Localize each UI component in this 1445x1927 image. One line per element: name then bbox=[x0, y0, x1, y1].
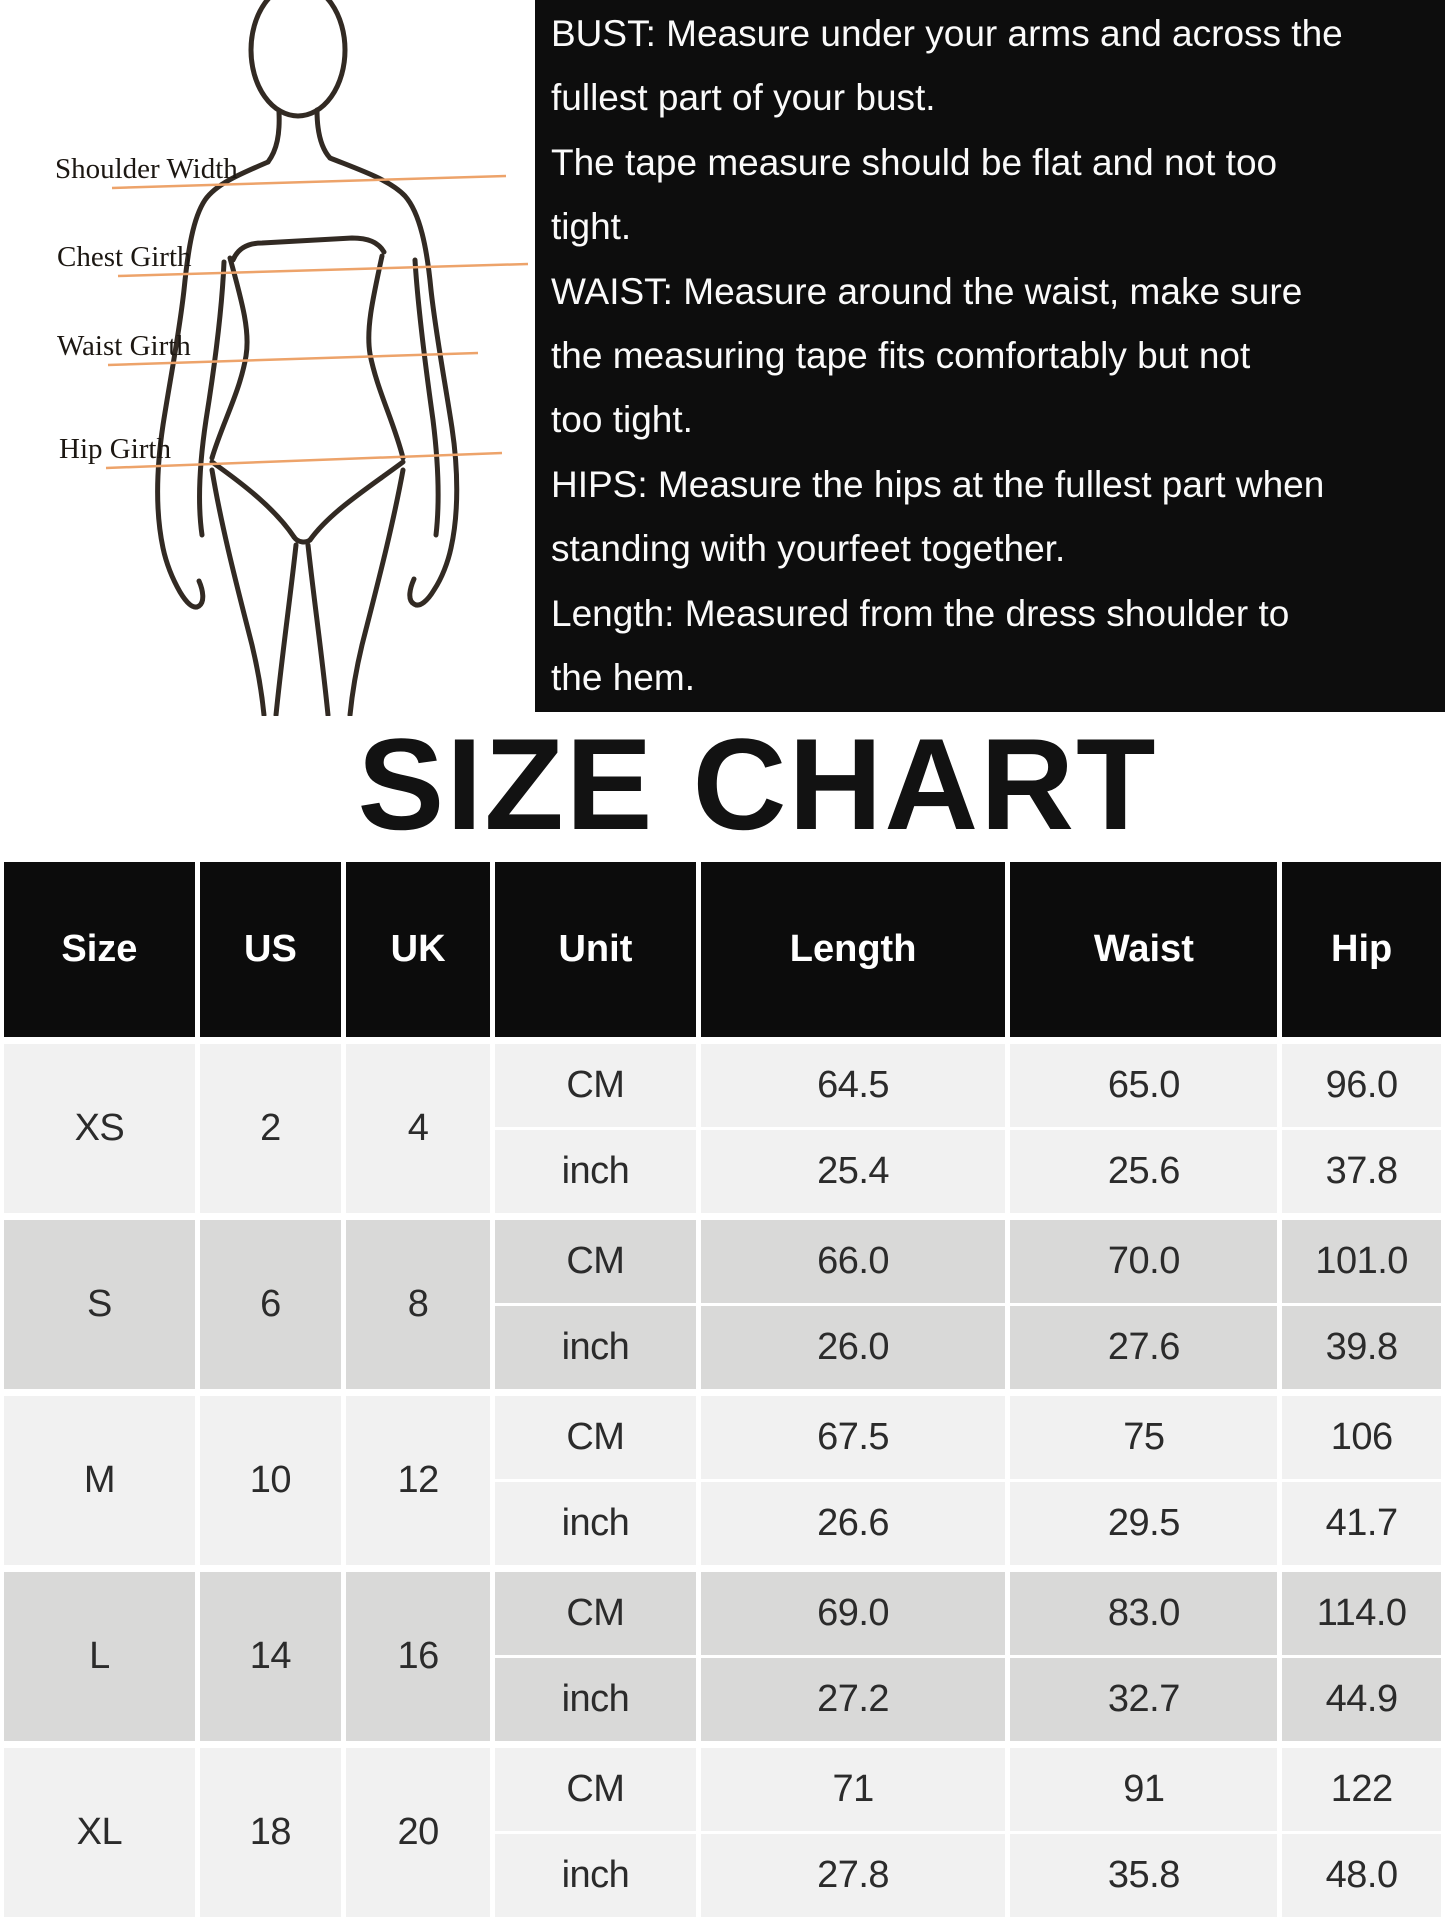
shoulder-width-label: Shoulder Width bbox=[55, 153, 238, 185]
unit-cell: CM bbox=[495, 1220, 696, 1303]
instruction-line: BUST: Measure under your arms and across the bbox=[551, 13, 1343, 54]
size-cell: S bbox=[4, 1220, 195, 1389]
table-row-xl bbox=[4, 1748, 1441, 1917]
instruction-line: standing with yourfeet together. bbox=[551, 528, 1066, 570]
length-cm-value: 69.0 bbox=[701, 1572, 1006, 1655]
unit-cell: CM bbox=[495, 1044, 696, 1127]
length-inch-value: 25.4 bbox=[701, 1130, 1006, 1213]
unit-cell: inch bbox=[495, 1834, 696, 1917]
hip-cm-value: 122 bbox=[1282, 1748, 1441, 1831]
us-cell: 14 bbox=[200, 1572, 341, 1741]
measurement-lines bbox=[106, 176, 528, 468]
instruction-line: The tape measure should be flat and not too bbox=[551, 141, 1278, 183]
size-cell: L bbox=[4, 1572, 195, 1741]
size-chart-table bbox=[0, 862, 1445, 1917]
hip-inch-value: 41.7 bbox=[1282, 1482, 1441, 1565]
length-cm-value: 64.5 bbox=[701, 1044, 1006, 1127]
instruction-line: the hem. bbox=[551, 657, 695, 699]
instruction-line: WAIST: Measure around the waist, make sure bbox=[551, 270, 1303, 312]
waist-cm-value: 91 bbox=[1010, 1748, 1277, 1831]
header-hip: Hip bbox=[1282, 862, 1441, 1037]
header-size: Size bbox=[4, 862, 195, 1037]
hip-inch-value: 39.8 bbox=[1282, 1306, 1441, 1389]
length-cm-value: 71 bbox=[701, 1748, 1006, 1831]
unit-cell: CM bbox=[495, 1572, 696, 1655]
uk-cell: 8 bbox=[346, 1220, 490, 1389]
body-measurement-figure bbox=[0, 0, 535, 716]
instruction-line: tight. bbox=[551, 206, 632, 248]
waist-cm-value: 75 bbox=[1010, 1396, 1277, 1479]
hip-cm-value: 114.0 bbox=[1282, 1572, 1441, 1655]
title-row bbox=[0, 706, 1445, 862]
unit-cell: CM bbox=[495, 1748, 696, 1831]
length-inch-value: 27.8 bbox=[701, 1834, 1006, 1917]
unit-cell: inch bbox=[495, 1658, 696, 1741]
body-measurement-diagram bbox=[0, 0, 535, 716]
measuring-instructions-panel bbox=[535, 0, 1445, 712]
hip-inch-value: 44.9 bbox=[1282, 1658, 1441, 1741]
waist-inch-value: 25.6 bbox=[1010, 1130, 1277, 1213]
instruction-line: too tight. bbox=[551, 399, 693, 441]
unit-cell: inch bbox=[495, 1306, 696, 1389]
hip-inch-value: 48.0 bbox=[1282, 1834, 1441, 1917]
hip-cm-value: 101.0 bbox=[1282, 1220, 1441, 1303]
hip-inch-value: 37.8 bbox=[1282, 1130, 1441, 1213]
uk-cell: 4 bbox=[346, 1044, 490, 1213]
waist-inch-value: 27.6 bbox=[1010, 1306, 1277, 1389]
hip-cm-value: 96.0 bbox=[1282, 1044, 1441, 1127]
uk-cell: 12 bbox=[346, 1396, 490, 1565]
size-cell: XL bbox=[4, 1748, 195, 1917]
waist-inch-value: 35.8 bbox=[1010, 1834, 1277, 1917]
page-title: SIZE CHART bbox=[357, 711, 1158, 857]
header-length: Length bbox=[701, 862, 1006, 1037]
instruction-line: the measuring tape fits comfortably but not bbox=[551, 335, 1251, 377]
size-cell: M bbox=[4, 1396, 195, 1565]
us-cell: 10 bbox=[200, 1396, 341, 1565]
waist-cm-value: 65.0 bbox=[1010, 1044, 1277, 1127]
length-cm-value: 66.0 bbox=[701, 1220, 1006, 1303]
header-uk: UK bbox=[346, 862, 490, 1037]
uk-cell: 16 bbox=[346, 1572, 490, 1741]
length-inch-value: 27.2 bbox=[701, 1658, 1006, 1741]
unit-cell: inch bbox=[495, 1482, 696, 1565]
unit-cell: CM bbox=[495, 1396, 696, 1479]
table-row-s bbox=[4, 1220, 1441, 1389]
header-unit: Unit bbox=[495, 862, 696, 1037]
uk-cell: 20 bbox=[346, 1748, 490, 1917]
length-cm-value: 67.5 bbox=[701, 1396, 1006, 1479]
chest-girth-label: Chest Girth bbox=[57, 241, 192, 273]
header-waist: Waist bbox=[1010, 862, 1277, 1037]
header-us: US bbox=[200, 862, 341, 1037]
size-cell: XS bbox=[4, 1044, 195, 1213]
us-cell: 18 bbox=[200, 1748, 341, 1917]
hip-girth-label: Hip Girth bbox=[59, 433, 171, 465]
unit-cell: inch bbox=[495, 1130, 696, 1213]
table-row-l bbox=[4, 1572, 1441, 1741]
waist-cm-value: 70.0 bbox=[1010, 1220, 1277, 1303]
table-row-xs bbox=[4, 1044, 1441, 1213]
table-row-m bbox=[4, 1396, 1441, 1565]
table-header-row bbox=[4, 862, 1441, 1037]
waist-inch-value: 32.7 bbox=[1010, 1658, 1277, 1741]
instruction-line: Length: Measured from the dress shoulder to bbox=[551, 592, 1290, 634]
waist-girth-label: Waist Girth bbox=[57, 330, 191, 362]
instruction-line: fullest part of your bust. bbox=[551, 77, 936, 119]
instruction-line: HIPS: Measure the hips at the fullest part when bbox=[551, 463, 1325, 505]
us-cell: 2 bbox=[200, 1044, 341, 1213]
length-inch-value: 26.0 bbox=[701, 1306, 1006, 1389]
us-cell: 6 bbox=[200, 1220, 341, 1389]
hip-cm-value: 106 bbox=[1282, 1396, 1441, 1479]
length-inch-value: 26.6 bbox=[701, 1482, 1006, 1565]
waist-inch-value: 29.5 bbox=[1010, 1482, 1277, 1565]
waist-cm-value: 83.0 bbox=[1010, 1572, 1277, 1655]
